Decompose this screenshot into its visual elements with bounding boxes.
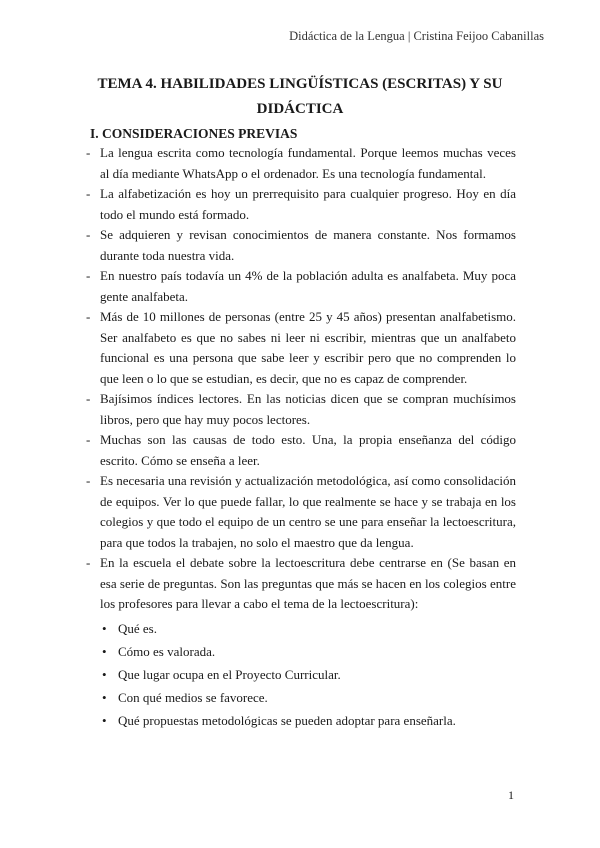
list-item-text: - Muchas son las causas de todo esto. Una, la propia enseñanza del código escrito. Cómo se enseña a leer. <box>100 432 516 468</box>
running-header: Didáctica de la Lengua | Cristina Feijoo Cabanillas <box>289 29 544 43</box>
list-item <box>86 471 516 553</box>
list-item-text: - Bajísimos índices lectores. En las noticias dicen que se compran muchísimos libros, pero que hay muy pocos lectores. <box>100 391 516 427</box>
section-body <box>86 143 516 732</box>
debate-questions-list <box>100 617 516 732</box>
list-item-text: - La lengua escrita como tecnología fundamental. Porque leemos muchas veces al día mediante WhatsApp o el ordenador. Es una tecnología fundamental. <box>100 145 516 181</box>
list-item-text: - La alfabetización es hoy un prerrequisito para cualquier progreso. Hoy en día todo el mundo está formado. <box>100 186 516 222</box>
list-item <box>86 430 516 471</box>
list-item <box>86 389 516 430</box>
list-item-text: - Se adquieren y revisan conocimientos de manera constante. Nos formamos durante toda nuestra vida. <box>100 227 516 263</box>
list-item-text: - En la escuela el debate sobre la lectoescritura debe centrarse en (Se basan en esa serie de preguntas. Son las preguntas que más se hacen en los colegios entre los profesores para llevar a cabo el tema de la lectoescritura): <box>100 555 516 611</box>
list-item <box>86 225 516 266</box>
sub-list-item: • Que lugar ocupa en el Proyecto Curricular. <box>100 663 516 686</box>
list-item <box>86 307 516 389</box>
sub-list-item: • Qué propuestas metodológicas se pueden adoptar para enseñarla. <box>100 709 516 732</box>
sub-list-item: • Qué es. <box>100 617 516 640</box>
sub-list-item: • Con qué medios se favorece. <box>100 686 516 709</box>
list-item <box>86 143 516 184</box>
list-item-text: - Más de 10 millones de personas (entre 25 y 45 años) presentan analfabetismo. Ser analfabeto es que no sabes ni leer ni escribir, mientras que un analfabeto funcional es una persona que sabe leer y escribir pero que no comprenden lo que leen o lo que se estudian, es decir, que no es capaz de comprender. <box>100 309 516 386</box>
section-heading: I. CONSIDERACIONES PREVIAS <box>90 126 298 141</box>
list-item <box>86 266 516 307</box>
list-item-text: - En nuestro país todavía un 4% de la población adulta es analfabeta. Muy poca gente analfabeta. <box>100 268 516 304</box>
page-number: 1 <box>508 788 514 802</box>
list-item <box>86 184 516 225</box>
list-item-text: - Es necesaria una revisión y actualización metodológica, así como consolidación de equipos. Ver lo que puede fallar, lo que realmente se hace y se trabaja en los colegios y que todo el equipo de un centro se une para enseñar la lectoescritura, para que todos la trabajen, no solo el maestro que da lengua. <box>100 473 516 550</box>
considerations-list <box>86 143 516 732</box>
list-item <box>86 553 516 732</box>
sub-list-item: • Cómo es valorada. <box>100 640 516 663</box>
document-title: TEMA 4. HABILIDADES LINGÜÍSTICAS (ESCRITAS) Y SU DIDÁCTICA <box>97 76 503 117</box>
